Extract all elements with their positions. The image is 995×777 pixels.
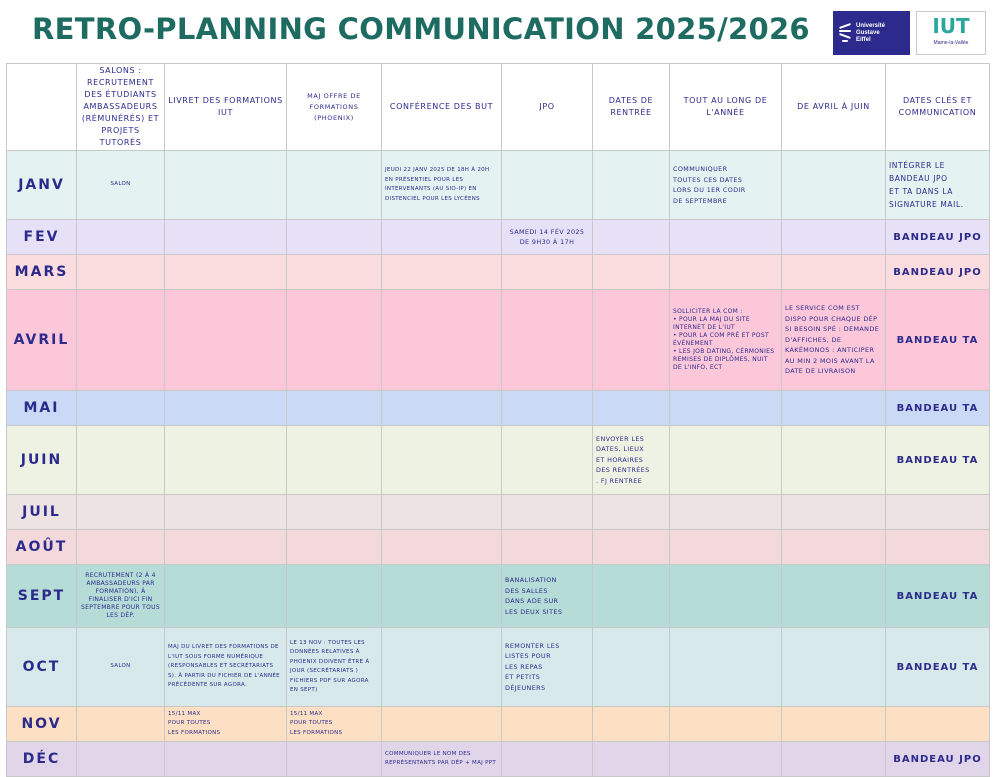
cell-phoenix [287,742,382,777]
cell-rentree [593,151,670,220]
cell-conference [382,530,502,565]
cell-conference [382,220,502,255]
header-corner [7,64,77,151]
cell-livret [165,391,287,426]
row-janv [7,151,990,220]
cell-phoenix [287,290,382,391]
header-annee: TOUT AU LONG DE L'ANNÉE [670,64,782,151]
row-juin [7,426,990,495]
cell-conference [382,391,502,426]
row-mai [7,391,990,426]
cell-avril-juin [782,628,886,707]
cell-annee [670,628,782,707]
cell-conference [382,565,502,628]
cell-annee [670,495,782,530]
cell-conference: COMMUNIQUER LE NOM DES REPRÉSENTANTS PAR DÉP + MAJ PPT [382,742,502,777]
cell-dates-cles: BANDEAU TA [886,426,990,495]
header-row [7,64,990,151]
cell-livret: 15/11 MAX POUR TOUTES LES FORMATIONS [165,707,287,742]
cell-phoenix [287,255,382,290]
header-jpo: JPO [502,64,593,151]
cell-jpo: REMONTER LES LISTES POUR LES REPAS ET PETITS DÉJEUNERS [502,628,593,707]
cell-jpo [502,707,593,742]
cell-dates-cles [886,707,990,742]
cell-avril-juin [782,255,886,290]
cell-phoenix [287,565,382,628]
row-nov [7,707,990,742]
cell-dates-cles: INTÉGRER LE BANDEAU JPO ET TA DANS LA SIGNATURE MAIL. [886,151,990,220]
cell-jpo [502,742,593,777]
cell-rentree [593,707,670,742]
uge-symbol-icon [837,22,853,44]
cell-annee [670,426,782,495]
cell-jpo: BANALISATION DES SALLES DANS ADE SUR LES DEUX SITES [502,565,593,628]
cell-rentree [593,391,670,426]
cell-jpo [502,426,593,495]
cell-rentree [593,742,670,777]
cell-salons: SALON [77,151,165,220]
month-label: JANV [7,151,77,220]
cell-salons [77,530,165,565]
month-label: JUIN [7,426,77,495]
header-conference: CONFÉRENCE DES BUT [382,64,502,151]
cell-livret [165,565,287,628]
cell-avril-juin [782,495,886,530]
cell-livret [165,530,287,565]
cell-rentree [593,495,670,530]
cell-conference [382,628,502,707]
cell-jpo [502,391,593,426]
universite-gustave-eiffel-logo [833,11,910,55]
cell-conference: JEUDI 22 JANV 2025 DE 18H À 20H EN PRÉSENTIEL POUR LES INTERVENANTS (AU SIO-IP) EN DISTENCIEL POUR LES LYCÉENS [382,151,502,220]
cell-annee [670,391,782,426]
cell-salons: RECRUTEMENT (2 À 4 AMBASSADEURS PAR FORMATION), À FINALISER D'ICI FIN SEPTEMBRE POUR TOUS LES DÉP. [77,565,165,628]
month-label: NOV [7,707,77,742]
cell-salons [77,495,165,530]
month-label: AVRIL [7,290,77,391]
month-label: MARS [7,255,77,290]
cell-annee: SOLLICITER LA COM : • POUR LA MAJ DU SITE INTERNET DE L'IUT • POUR LA COM PRÉ ET POST ÉVÈNEMENT • LES JOB DATING, CÉRMONIES REMISES DE DIPLÔMES, NUIT DE L'INFO, ECT [670,290,782,391]
list-item: • LES JOB DATING, CÉRMONIES REMISES DE DIPLÔMES, NUIT DE L'INFO, ECT [673,348,778,372]
planning-table [6,63,990,777]
header-salons: SALONS : RECRUTEMENT DES ÉTUDIANTS AMBASSADEURS (RÉMUNÉRÉS) ET PROJETS TUTORÉS [77,64,165,151]
cell-jpo [502,530,593,565]
annee-list [673,316,778,372]
cell-salons [77,255,165,290]
cell-rentree [593,220,670,255]
list-item: • POUR LA COM PRÉ ET POST ÉVÈNEMENT [673,332,778,348]
page-title: RETRO-PLANNING COMMUNICATION 2025/2026 [32,12,810,46]
cell-avril-juin [782,426,886,495]
cell-phoenix [287,426,382,495]
cell-conference [382,495,502,530]
cell-rentree [593,255,670,290]
cell-dates-cles [886,530,990,565]
cell-annee [670,742,782,777]
uge-text: Université Gustave Eiffel [856,22,886,43]
row-aout [7,530,990,565]
header-dates-cles: DATES CLÉS ET COMMUNICATION [886,64,990,151]
header-rentree: DATES DE RENTRÉE [593,64,670,151]
cell-livret [165,255,287,290]
list-item: • POUR LA MAJ DU SITE INTERNET DE L'IUT [673,316,778,332]
cell-annee [670,255,782,290]
cell-jpo [502,151,593,220]
cell-livret [165,290,287,391]
cell-jpo [502,495,593,530]
cell-avril-juin [782,220,886,255]
cell-phoenix [287,151,382,220]
cell-conference [382,426,502,495]
header-livret: LIVRET DES FORMATIONS IUT [165,64,287,151]
cell-phoenix [287,220,382,255]
iut-logo-subtitle: Marne-la-Vallée [933,40,969,46]
cell-avril-juin [782,151,886,220]
row-oct [7,628,990,707]
cell-jpo: SAMEDI 14 FÉV 2025 DE 9H30 À 17H [502,220,593,255]
month-label: AOÛT [7,530,77,565]
cell-avril-juin [782,565,886,628]
month-label: SEPT [7,565,77,628]
cell-phoenix: LE 13 NOV : TOUTES LES DONNÉES RELATIVES À PHOENIX DOIVENT ÊTRE À JOUR (SECRÉTARIATS ) FICHIERS PDF SUR AGORA EN SEPT) [287,628,382,707]
cell-dates-cles: BANDEAU TA [886,290,990,391]
cell-livret [165,495,287,530]
cell-avril-juin [782,742,886,777]
cell-livret [165,426,287,495]
header-avril-juin: DE AVRIL À JUIN [782,64,886,151]
cell-dates-cles: BANDEAU JPO [886,220,990,255]
cell-avril-juin [782,707,886,742]
row-fev [7,220,990,255]
month-label: OCT [7,628,77,707]
month-label: MAI [7,391,77,426]
cell-annee [670,530,782,565]
cell-avril-juin [782,530,886,565]
cell-rentree [593,628,670,707]
cell-rentree: ENVOYER LES DATES, LIEUX ET HORAIRES DES RENTRÉES . FJ RENTREE [593,426,670,495]
cell-salons: SALON [77,628,165,707]
cell-dates-cles: BANDEAU JPO [886,742,990,777]
cell-salons [77,391,165,426]
row-avril [7,290,990,391]
cell-phoenix [287,391,382,426]
cell-annee [670,565,782,628]
header-phoenix: MAJ OFFRE DE FORMATIONS (PHOENIX) [287,64,382,151]
cell-phoenix: 15/11 MAX POUR TOUTES LES FORMATIONS [287,707,382,742]
cell-phoenix [287,530,382,565]
cell-dates-cles: BANDEAU TA [886,628,990,707]
cell-livret: MAJ DU LIVRET DES FORMATIONS DE L'IUT SOUS FORME NUMÉRIQUE (RESPONSABLES ET SECRÉTARIATS S). À PARTIR DU FICHIER DE L'ANNÉE PRÉCÉDENTE SUR AGORA. [165,628,287,707]
cell-annee [670,220,782,255]
cell-salons [77,707,165,742]
cell-dates-cles: BANDEAU TA [886,391,990,426]
cell-annee [670,707,782,742]
cell-rentree [593,565,670,628]
cell-rentree [593,530,670,565]
row-dec [7,742,990,777]
row-sept [7,565,990,628]
month-label: DÉC [7,742,77,777]
cell-livret [165,742,287,777]
row-juil [7,495,990,530]
cell-livret [165,220,287,255]
month-label: JUIL [7,495,77,530]
cell-jpo [502,255,593,290]
cell-avril-juin [782,391,886,426]
cell-conference [382,707,502,742]
cell-salons [77,742,165,777]
cell-salons [77,290,165,391]
cell-rentree [593,290,670,391]
cell-dates-cles: BANDEAU TA [886,565,990,628]
cell-dates-cles [886,495,990,530]
iut-logo [916,11,986,55]
iut-logo-word: IUT [932,14,970,38]
cell-annee: COMMUNIQUER TOUTES CES DATES LORS DU 1ER CODIR DE SEPTEMBRE [670,151,782,220]
cell-avril-juin: LE SERVICE COM EST DISPO POUR CHAQUE DÉP SI BESOIN SPÉ : DEMANDE D'AFFICHES, DE KAKÉMONOS : ANTICIPER AU MIN 2 MOIS AVANT LA DATE DE LIVRAISON [782,290,886,391]
cell-jpo [502,290,593,391]
cell-dates-cles: BANDEAU JPO [886,255,990,290]
cell-salons [77,426,165,495]
cell-salons [77,220,165,255]
row-mars [7,255,990,290]
month-label: FEV [7,220,77,255]
cell-livret [165,151,287,220]
cell-conference [382,290,502,391]
cell-conference [382,255,502,290]
cell-phoenix [287,495,382,530]
